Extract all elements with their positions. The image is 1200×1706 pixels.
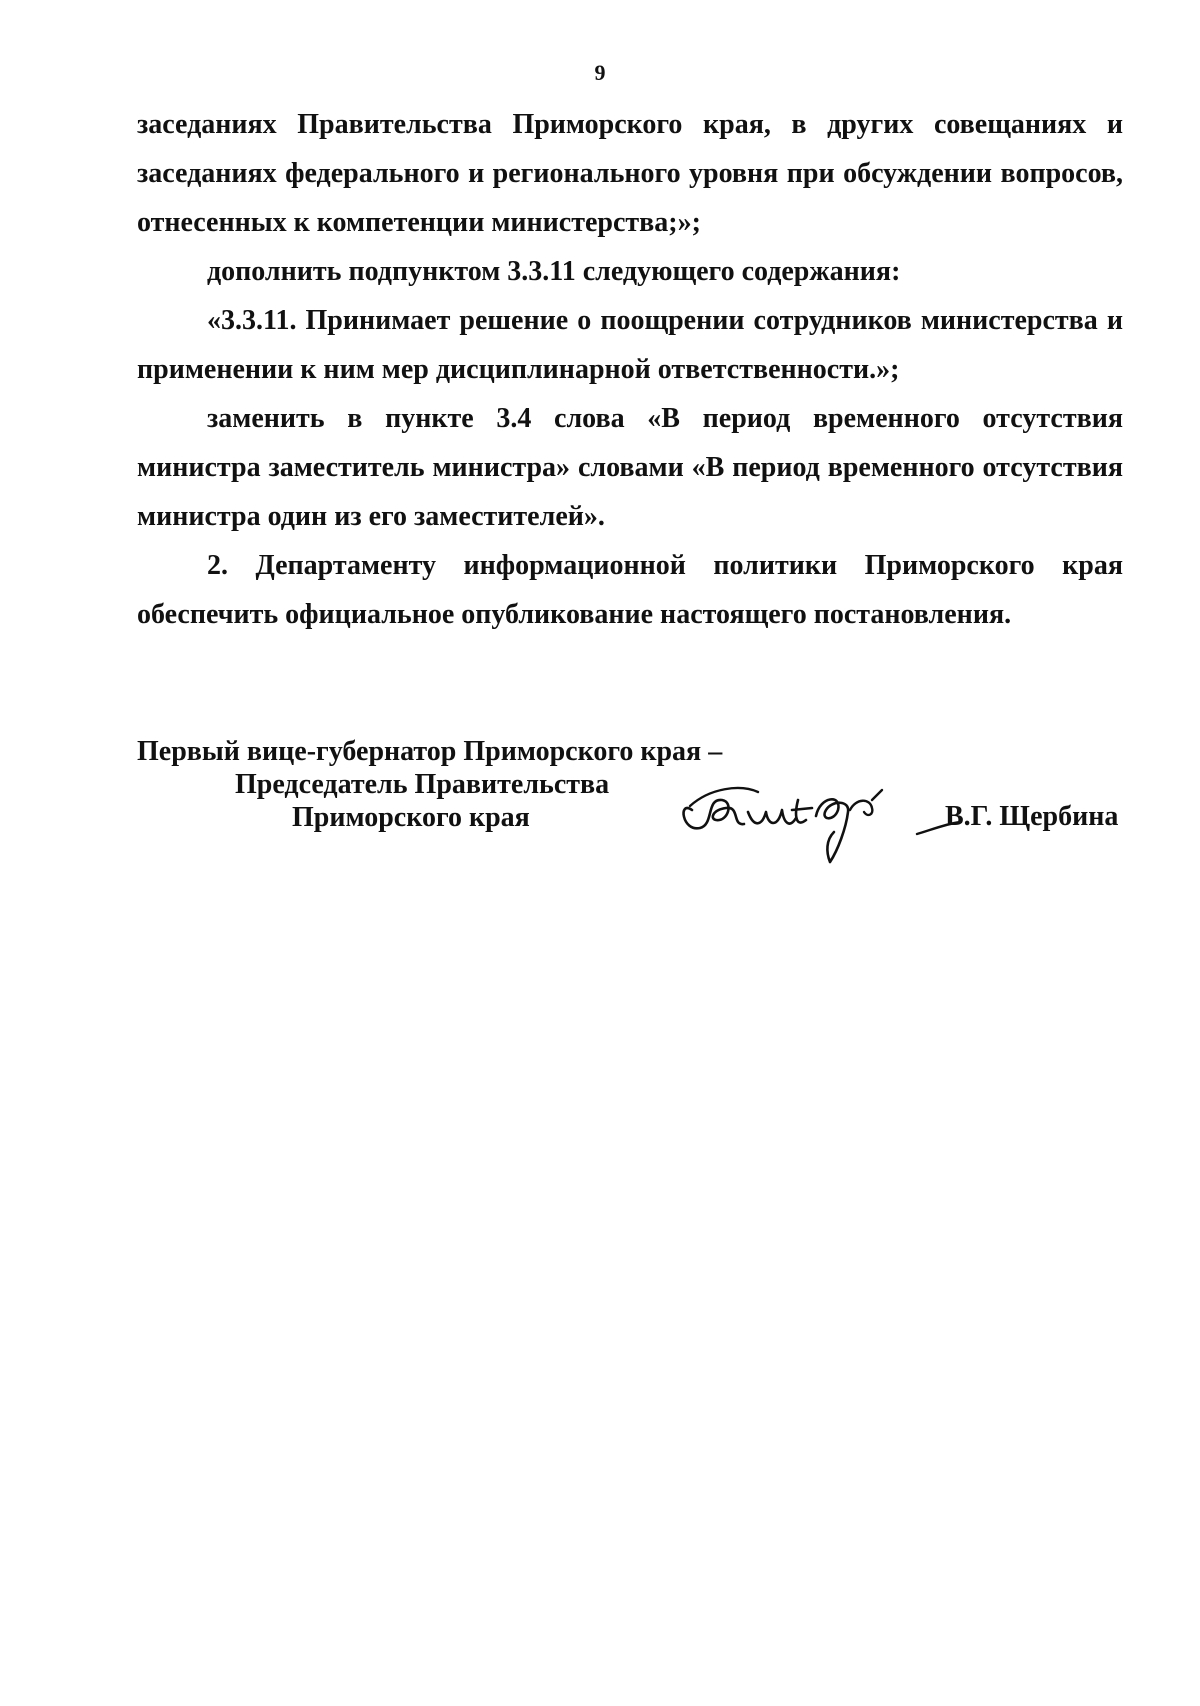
position-line: Председатель Правительства xyxy=(235,769,610,800)
position-line: Первый вице-губернатор Приморского края – xyxy=(137,736,723,767)
paragraph-point-2: 2. Департаменту информационной политики Приморского края обеспечить официальное опубликование настоящего постановления. xyxy=(137,550,1123,630)
signatory-position xyxy=(137,735,722,834)
paragraph-replace-clause-3-4: заменить в пункте 3.4 слова «В период временного отсутствия министра заместитель министра» словами «В период временного отсутствия министра один из его заместителей». xyxy=(137,403,1123,532)
paragraph-line: заседаниях Правительства Приморского края, в других совещаниях и xyxy=(137,109,1123,140)
document-body xyxy=(137,100,1123,639)
paragraph-continuation xyxy=(137,100,1123,247)
paragraph-amendment-intro: дополнить подпунктом 3.3.11 следующего содержания: xyxy=(207,256,901,287)
handwritten-signature xyxy=(670,770,910,870)
paragraph-subclause-3-3-11: «3.3.11. Принимает решение о поощрении сотрудников министерства и применении к ним мер дисциплинарной ответственности.»; xyxy=(137,305,1123,385)
page-number: 9 xyxy=(594,60,606,85)
paragraph-line: заседаниях федерального и регионального уровня при обсуждении вопросов, xyxy=(137,158,1123,189)
position-line: Приморского края xyxy=(292,802,530,833)
paragraph-line: отнесенных к компетенции министерства;»; xyxy=(137,207,701,238)
signer-name: В.Г. Щербина xyxy=(945,801,1119,832)
